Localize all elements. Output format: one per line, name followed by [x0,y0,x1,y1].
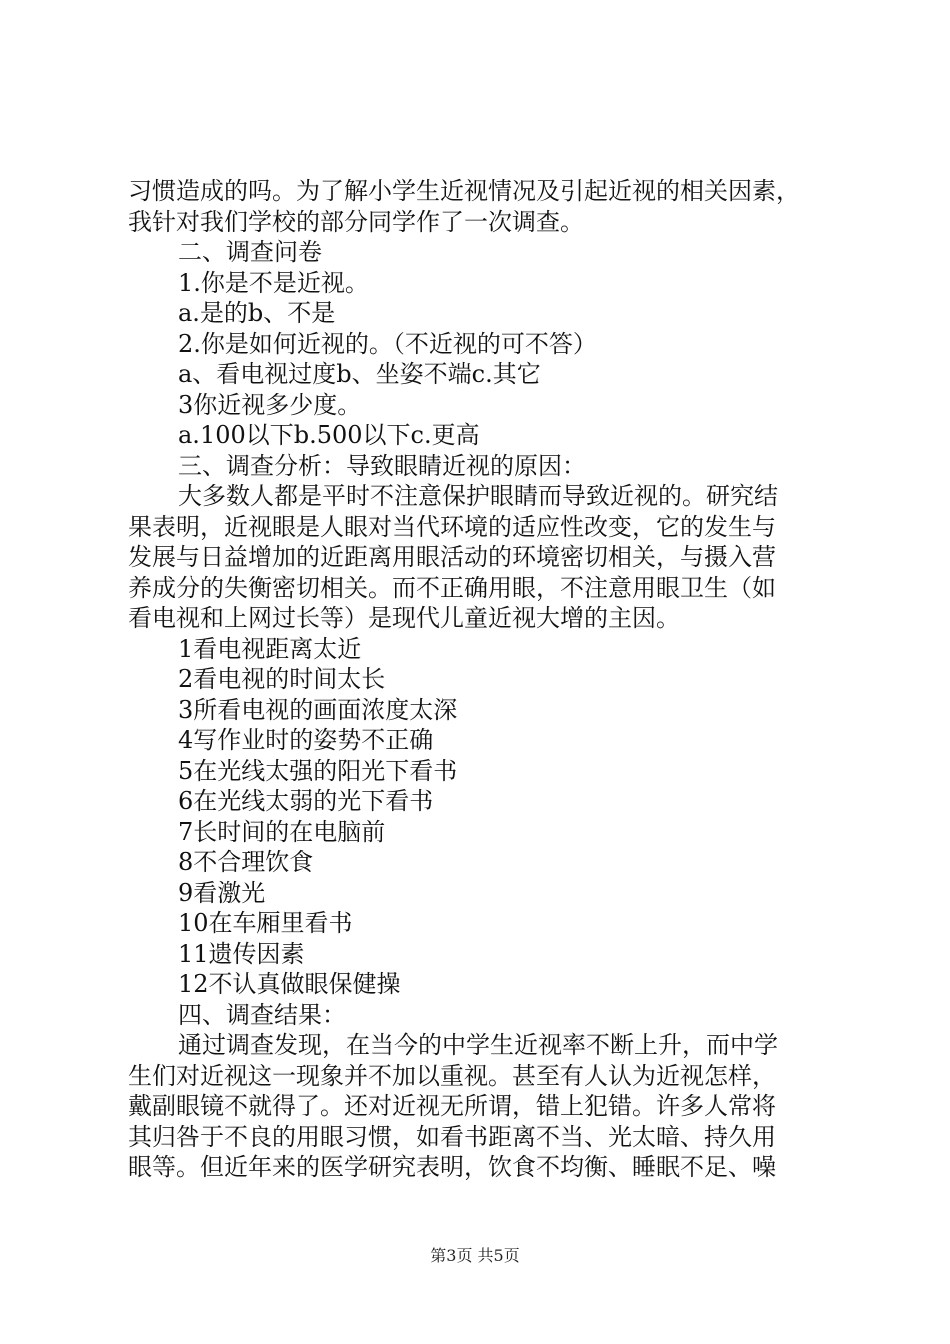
text-line: 习惯造成的吗。为了解小学生近视情况及引起近视的相关因素， [128,177,800,205]
text-line: 生们对近视这一现象并不加以重视。甚至有人认为近视怎样， [128,1061,776,1090]
text-line: 5在光线太强的阳光下看书 [178,756,458,785]
document-body [128,176,834,1183]
text-line: 养成分的失衡密切相关。而不正确用眼，不注意用眼卫生（如 [128,573,776,602]
text-line: 2看电视的时间太长 [178,665,386,693]
text-line: 1.你是不是近视。 [178,268,369,297]
text-line: 四、调查结果： [178,1000,346,1029]
text-line: 我针对我们学校的部分同学作了一次调查。 [128,207,584,236]
text-line: 戴副眼镜不就得了。还对近视无所谓，错上犯错。许多人常将 [128,1092,776,1120]
text-line: 发展与日益增加的近距离用眼活动的环境密切相关，与摄入营 [128,543,776,571]
text-line: a.100以下b.500以下c.更高 [178,421,480,449]
text-line: 3所看电视的画面浓度太深 [178,695,458,724]
text-line: 1看电视距离太近 [178,634,362,663]
text-line: a、看电视过度b、坐姿不端c.其它 [178,360,541,388]
text-line: 8不合理饮食 [178,848,314,876]
text-line: 2.你是如何近视的。（不近视的可不答） [178,329,597,358]
page-footer: 第3页 共5页 [430,1246,520,1265]
text-line: 4写作业时的姿势不正确 [178,726,434,754]
text-line: 11遗传因素 [178,939,305,968]
text-line: 通过调查发现，在当今的中学生近视率不断上升，而中学 [178,1031,778,1059]
text-line: 三、调查分析：导致眼睛近视的原因： [178,451,586,480]
text-line: 看电视和上网过长等）是现代儿童近视大增的主因。 [128,604,680,632]
text-line: 6在光线太弱的光下看书 [178,787,434,815]
text-line: 果表明，近视眼是人眼对当代环境的适应性改变，它的发生与 [128,512,776,541]
text-line: 9看激光 [178,878,266,907]
text-line: 10在车厢里看书 [178,909,353,937]
text-line: 二、调查问卷 [178,238,322,266]
text-line: 12不认真做眼保健操 [178,970,401,998]
text-line: 其归咎于不良的用眼习惯，如看书距离不当、光太暗、持久用 [128,1122,776,1151]
text-line: 大多数人都是平时不注意保护眼睛而导致近视的。研究结 [178,482,778,510]
text-line: 3你近视多少度。 [178,390,362,419]
text-line: a.是的b、不是 [178,299,336,327]
text-line: 7长时间的在电脑前 [178,817,386,846]
text-line: 眼等。但近年来的医学研究表明，饮食不均衡、睡眠不足、噪 [128,1153,776,1181]
